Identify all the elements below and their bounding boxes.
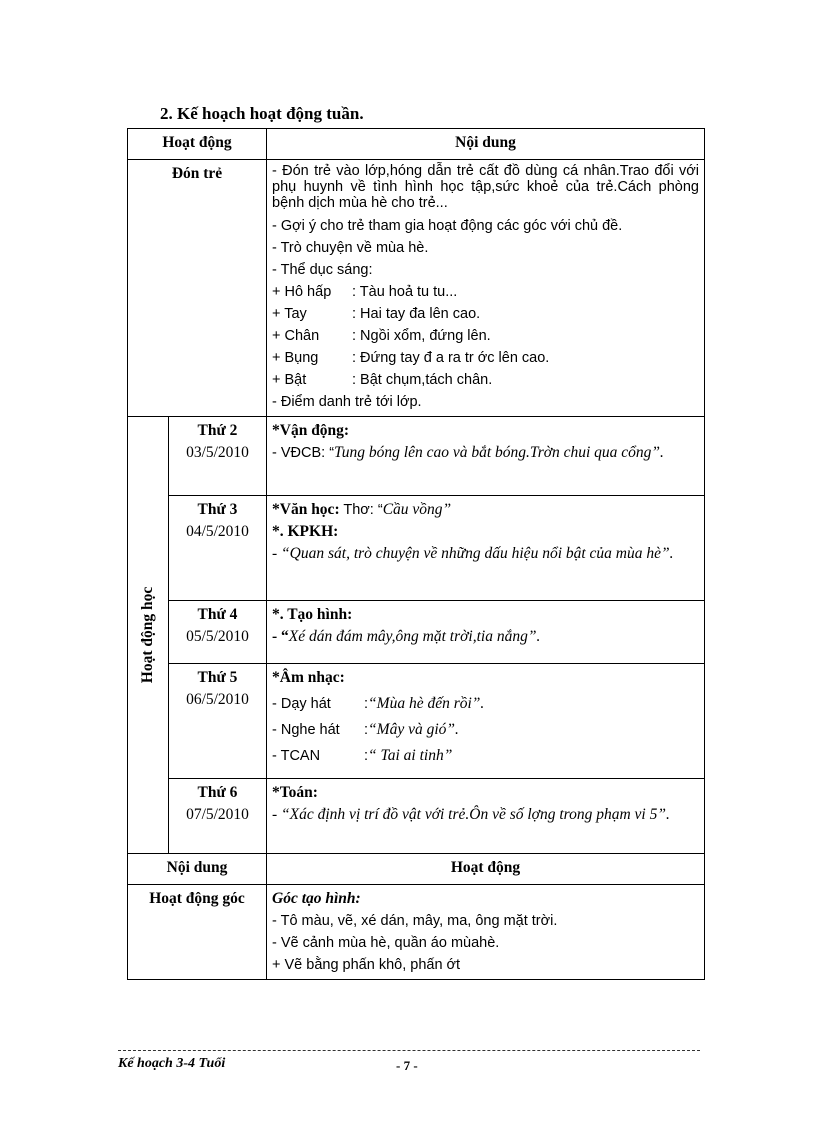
- thu4-content: *. Tạo hình: - “Xé dán đám mây,ông mặt trời,tia nắng”.: [267, 601, 705, 664]
- header-content: Nội dung: [267, 129, 705, 160]
- exercise-item: + Bật : Bật chụm,tách chân.: [272, 372, 493, 388]
- don-tre-tro-chuyen: - Trò chuyện về mùa hè.: [272, 240, 429, 256]
- hoat-dong-goc-label: Hoạt động góc: [128, 885, 267, 980]
- day-cell: Thứ 6 07/5/2010: [169, 779, 267, 854]
- don-tre-the-duc: - Thể dục sáng:: [272, 262, 373, 278]
- exercise-item: + Chân : Ngồi xổm, đứng lên.: [272, 328, 491, 344]
- hoat-dong-hoc-label-cell: [128, 417, 169, 854]
- thu3-row: [128, 496, 705, 601]
- don-tre-label: Đón trẻ: [128, 160, 267, 417]
- header2-content: Nội dung: [128, 854, 267, 885]
- header2-activity: Hoạt động: [267, 854, 705, 885]
- weekly-plan-table: [127, 128, 705, 980]
- hoat-dong-hoc-label: Hoạt động học: [139, 586, 156, 684]
- page-number: - 7 -: [396, 1058, 418, 1073]
- thu6-content: *Toán: - “Xác định vị trí đồ vật với trẻ.Ôn về số lợng trong phạm vi 5”.: [267, 779, 705, 854]
- don-tre-diem-danh: - Điểm danh trẻ tới lớp.: [272, 394, 422, 410]
- day-cell: Thứ 5 06/5/2010: [169, 664, 267, 779]
- section-title: 2. Kế hoạch hoạt động tuần.: [160, 104, 364, 123]
- don-tre-goi-y: - Gợi ý cho trẻ tham gia hoạt động các góc với chủ đề.: [272, 218, 623, 234]
- thu2-content: *Vận động: - VĐCB: “Tung bóng lên cao và bắt bóng.Trờn chui qua cổng”.: [267, 417, 705, 496]
- footer-title: Kế hoạch 3-4 Tuổi: [118, 1056, 226, 1071]
- hoat-dong-goc-row: [128, 885, 705, 980]
- thu5-content: *Âm nhạc: - Dạy hát : “Mùa hè đến rồi”. - Nghe hát : “Mây và gió”. - TCAN : “ Tai ai tinh”: [267, 664, 705, 779]
- don-tre-intro: - Đón trẻ vào lớp,hóng dẫn trẻ cất đồ dùng cá nhân.Trao đổi với phụ huynh về tình hình học tập,sức khoẻ của trẻ.Cách phòng bệnh dịch mùa hè cho trẻ...: [272, 163, 699, 211]
- exercise-item: + Bụng : Đứng tay đ a ra tr ớc lên cao.: [272, 350, 550, 366]
- thu5-row: [128, 664, 705, 779]
- table-header-row: [128, 129, 705, 160]
- thu4-row: [128, 601, 705, 664]
- thu6-row: [128, 779, 705, 854]
- exercise-item: + Hô hấp : Tàu hoả tu tu...: [272, 284, 458, 300]
- don-tre-content: [267, 160, 705, 417]
- exercise-item: + Tay : Hai tay đa lên cao.: [272, 306, 481, 322]
- day-cell: Thứ 2 03/5/2010: [169, 417, 267, 496]
- day-cell: Thứ 4 05/5/2010: [169, 601, 267, 664]
- thu3-content: *Văn học: Thơ: “Cầu vồng” *. KPKH: - “Quan sát, trò chuyện về những dấu hiệu nổi bật của mùa hè”.: [267, 496, 705, 601]
- header-activity: Hoạt động: [128, 129, 267, 160]
- hoat-dong-goc-content: Góc tạo hình: - Tô màu, vẽ, xé dán, mây, ma, ông mặt trời. - Vẽ cảnh mùa hè, quần áo mùahè. + Vẽ bằng phấn khô, phấn ớt: [267, 885, 705, 980]
- thu2-row: [128, 417, 705, 496]
- footer-divider: [118, 1050, 700, 1051]
- don-tre-row: [128, 160, 705, 417]
- day-cell: Thứ 3 04/5/2010: [169, 496, 267, 601]
- table-header-row-2: [128, 854, 705, 885]
